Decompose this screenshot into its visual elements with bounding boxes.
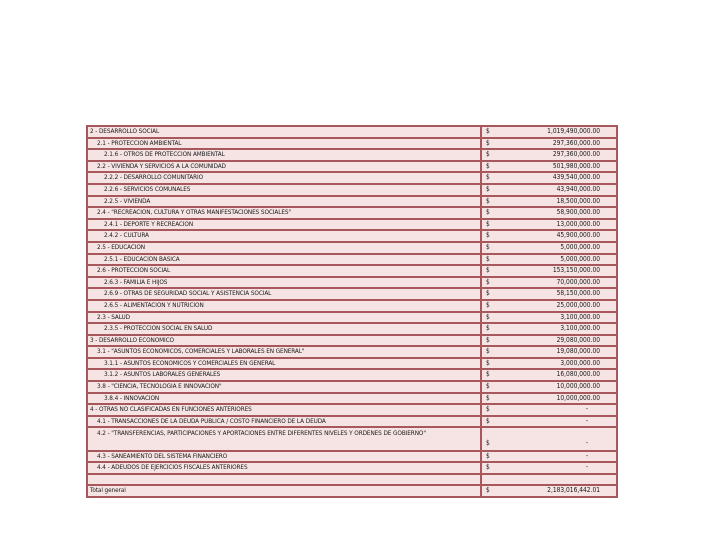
row-label: 3.1 - "ASUNTOS ECONOMICOS, COMERCIALES Y LABORALES EN GENERAL"	[88, 347, 482, 357]
amount-value: 18,500,000.00	[556, 196, 600, 205]
row-label: 4.3 - SANEAMIENTO DEL SISTEMA FINANCIERO	[88, 452, 482, 462]
amount-value: -	[585, 416, 588, 425]
amount-cell	[482, 324, 616, 334]
amount-value: 70,000,000.00	[556, 277, 600, 286]
row-label: 4.2 - "TRANSFERENCIAS, PARTICIPACIONES Y APORTACIONES ENTRE DIFERENTES NIVELES Y ORDENES DE GOBIERNO"	[88, 428, 482, 449]
amount-cell	[482, 452, 616, 462]
amount-cell	[482, 463, 616, 473]
amount-cell	[482, 243, 616, 253]
amount-value: 13,000,000.00	[556, 219, 600, 228]
amount-cell	[482, 197, 616, 207]
amount-value: 297,360,000.00	[552, 138, 600, 147]
row-label: 2.2.2 - DESARROLLO COMUNITARIO	[88, 173, 482, 183]
currency-symbol: $	[486, 416, 490, 425]
table-row	[88, 278, 616, 290]
table-row	[88, 394, 616, 406]
currency-symbol: $	[486, 138, 490, 147]
amount-cell	[482, 486, 616, 496]
amount-cell	[482, 313, 616, 323]
table-row	[88, 417, 616, 429]
amount-cell	[482, 220, 616, 230]
amount-cell	[482, 347, 616, 357]
amount-cell	[482, 394, 616, 404]
amount-cell	[482, 255, 616, 265]
row-label: 2.4.2 - CULTURA	[88, 231, 482, 241]
currency-symbol: $	[486, 173, 490, 182]
table-row	[88, 208, 616, 220]
amount-value: 5,000,000.00	[560, 242, 600, 251]
amount-cell	[482, 231, 616, 241]
table-row	[88, 266, 616, 278]
currency-symbol: $	[486, 219, 490, 228]
row-label: 3.8 - "CIENCIA, TECNOLOGIA E INNOVACION"	[88, 382, 482, 392]
row-label: 4.4 - ADEUDOS DE EJERCICIOS FISCALES ANTERIORES	[88, 463, 482, 473]
amount-cell	[482, 370, 616, 380]
table-row	[88, 359, 616, 371]
row-label	[88, 475, 482, 485]
table-row	[88, 452, 616, 464]
amount-cell	[482, 301, 616, 311]
row-label: 2.2.6 - SERVICIOS COMUNALES	[88, 185, 482, 195]
currency-symbol: $	[486, 254, 490, 263]
row-label: Total general	[88, 486, 482, 496]
amount-value: 3,100,000.00	[560, 312, 600, 321]
row-label: 2.5.1 - EDUCACION BASICA	[88, 255, 482, 265]
amount-value: 439,540,000.00	[552, 173, 600, 182]
amount-value: 2,183,016,442.01	[547, 486, 600, 495]
empty-row	[88, 475, 616, 487]
amount-value: 5,000,000.00	[560, 254, 600, 263]
total-row	[88, 486, 616, 498]
currency-symbol: $	[486, 393, 490, 402]
table-row	[88, 301, 616, 313]
row-label: 2.1 - PROTECCION AMBIENTAL	[88, 139, 482, 149]
currency-symbol: $	[486, 324, 490, 333]
amount-value: -	[585, 439, 588, 448]
row-label: 3.8.4 - INNOVACION	[88, 394, 482, 404]
amount-value: 58,900,000.00	[556, 208, 600, 217]
amount-value: 43,940,000.00	[556, 184, 600, 193]
table-row	[88, 185, 616, 197]
amount-cell	[482, 278, 616, 288]
table-row	[88, 220, 616, 232]
row-label: 2.4 - "RECREACION, CULTURA Y OTRAS MANIFESTACIONES SOCIALES"	[88, 208, 482, 218]
currency-symbol: $	[486, 289, 490, 298]
amount-cell	[482, 289, 616, 299]
row-label: 2.6.5 - ALIMENTACION Y NUTRICION	[88, 301, 482, 311]
table-row	[88, 162, 616, 174]
currency-symbol: $	[486, 266, 490, 275]
currency-symbol: $	[486, 184, 490, 193]
row-label: 3.1.2 - ASUNTOS LABORALES GENERALES	[88, 370, 482, 380]
row-label: 2.6.3 - FAMILIA E HIJOS	[88, 278, 482, 288]
row-label: 2.6 - PROTECCION SOCIAL	[88, 266, 482, 276]
currency-symbol: $	[486, 277, 490, 286]
currency-symbol: $	[486, 300, 490, 309]
amount-value: 16,080,000.00	[556, 370, 600, 379]
table-row	[88, 289, 616, 301]
currency-symbol	[486, 475, 496, 485]
amount-value: 1,019,490,000.00	[547, 127, 600, 135]
amount-value: -	[585, 463, 588, 472]
currency-symbol: $	[486, 208, 490, 217]
table-row	[88, 370, 616, 382]
amount-value: 19,080,000.00	[556, 347, 600, 356]
currency-symbol: $	[486, 370, 490, 379]
amount-value: 58,150,000.00	[556, 289, 600, 298]
row-label: 3 - DESARROLLO ECONOMICO	[88, 336, 482, 346]
amount-cell	[482, 405, 616, 415]
row-label: 2.2 - VIVIENDA Y SERVICIOS A LA COMUNIDAD	[88, 162, 482, 172]
row-label: 2.2.5 - VIVIENDA	[88, 197, 482, 207]
row-label: 2.3.5 - PROTECCION SOCIAL EN SALUD	[88, 324, 482, 334]
amount-cell	[482, 127, 616, 137]
table-row	[88, 173, 616, 185]
amount-value: 45,900,000.00	[556, 231, 600, 240]
currency-symbol: $	[486, 463, 490, 472]
amount-value: 3,000,000.00	[560, 358, 600, 367]
currency-symbol: $	[486, 486, 490, 495]
currency-symbol: $	[486, 358, 490, 367]
amount-value: 25,000,000.00	[556, 300, 600, 309]
table-row	[88, 324, 616, 336]
table-row	[88, 336, 616, 348]
currency-symbol: $	[486, 405, 490, 414]
row-label: 2.1.6 - OTROS DE PROTECCION AMBIENTAL	[88, 150, 482, 160]
currency-symbol: $	[486, 312, 490, 321]
amount-cell	[482, 417, 616, 427]
amount-cell	[482, 173, 616, 183]
row-label: 2.3 - SALUD	[88, 313, 482, 323]
table-row	[88, 127, 616, 139]
table-row	[88, 231, 616, 243]
currency-symbol: $	[486, 127, 490, 135]
row-label: 2.5 - EDUCACION	[88, 243, 482, 253]
amount-cell	[482, 475, 616, 485]
amount-value: -	[585, 451, 588, 460]
amount-value: 297,360,000.00	[552, 150, 600, 159]
row-label: 3.1.1 - ASUNTOS ECONOMICOS Y COMERCIALES EN GENERAL	[88, 359, 482, 369]
amount-cell	[482, 428, 616, 449]
table-row	[88, 139, 616, 151]
row-label: 2.6.9 - OTRAS DE SEGURIDAD SOCIAL Y ASISTENCIA SOCIAL	[88, 289, 482, 299]
currency-symbol: $	[486, 382, 490, 391]
amount-cell	[482, 150, 616, 160]
table-row	[88, 463, 616, 475]
currency-symbol: $	[486, 347, 490, 356]
currency-symbol: $	[486, 242, 490, 251]
budget-table	[86, 125, 618, 498]
table-row	[88, 197, 616, 209]
table-row	[88, 313, 616, 325]
row-label: 2 - DESARROLLO SOCIAL	[88, 127, 482, 137]
amount-cell	[482, 336, 616, 346]
amount-value: 29,080,000.00	[556, 335, 600, 344]
currency-symbol: $	[486, 335, 490, 344]
table-row	[88, 255, 616, 267]
table-row	[88, 347, 616, 359]
currency-symbol: $	[486, 439, 490, 448]
amount-cell	[482, 208, 616, 218]
amount-value: 10,000,000.00	[556, 382, 600, 391]
row-label: 4 - OTRAS NO CLASIFICADAS EN FUNCIONES ANTERIORES	[88, 405, 482, 415]
amount-cell	[482, 162, 616, 172]
amount-value: 3,100,000.00	[560, 324, 600, 333]
table-row	[88, 405, 616, 417]
currency-symbol: $	[486, 231, 490, 240]
amount-cell	[482, 139, 616, 149]
table-row	[88, 382, 616, 394]
currency-symbol: $	[486, 161, 490, 170]
currency-symbol: $	[486, 196, 490, 205]
currency-symbol: $	[486, 150, 490, 159]
table-row	[88, 150, 616, 162]
table-row	[88, 428, 616, 451]
table-row	[88, 243, 616, 255]
amount-value: 501,980,000.00	[552, 161, 600, 170]
amount-value: -	[585, 405, 588, 414]
amount-value: 153,150,000.00	[552, 266, 600, 275]
currency-symbol: $	[486, 451, 490, 460]
amount-value: 10,000,000.00	[556, 393, 600, 402]
amount-cell	[482, 359, 616, 369]
amount-cell	[482, 382, 616, 392]
amount-cell	[482, 185, 616, 195]
amount-cell	[482, 266, 616, 276]
row-label: 4.1 - TRANSACCIONES DE LA DEUDA PUBLICA / COSTO FINANCIERO DE LA DEUDA	[88, 417, 482, 427]
row-label: 2.4.1 - DEPORTE Y RECREACION	[88, 220, 482, 230]
